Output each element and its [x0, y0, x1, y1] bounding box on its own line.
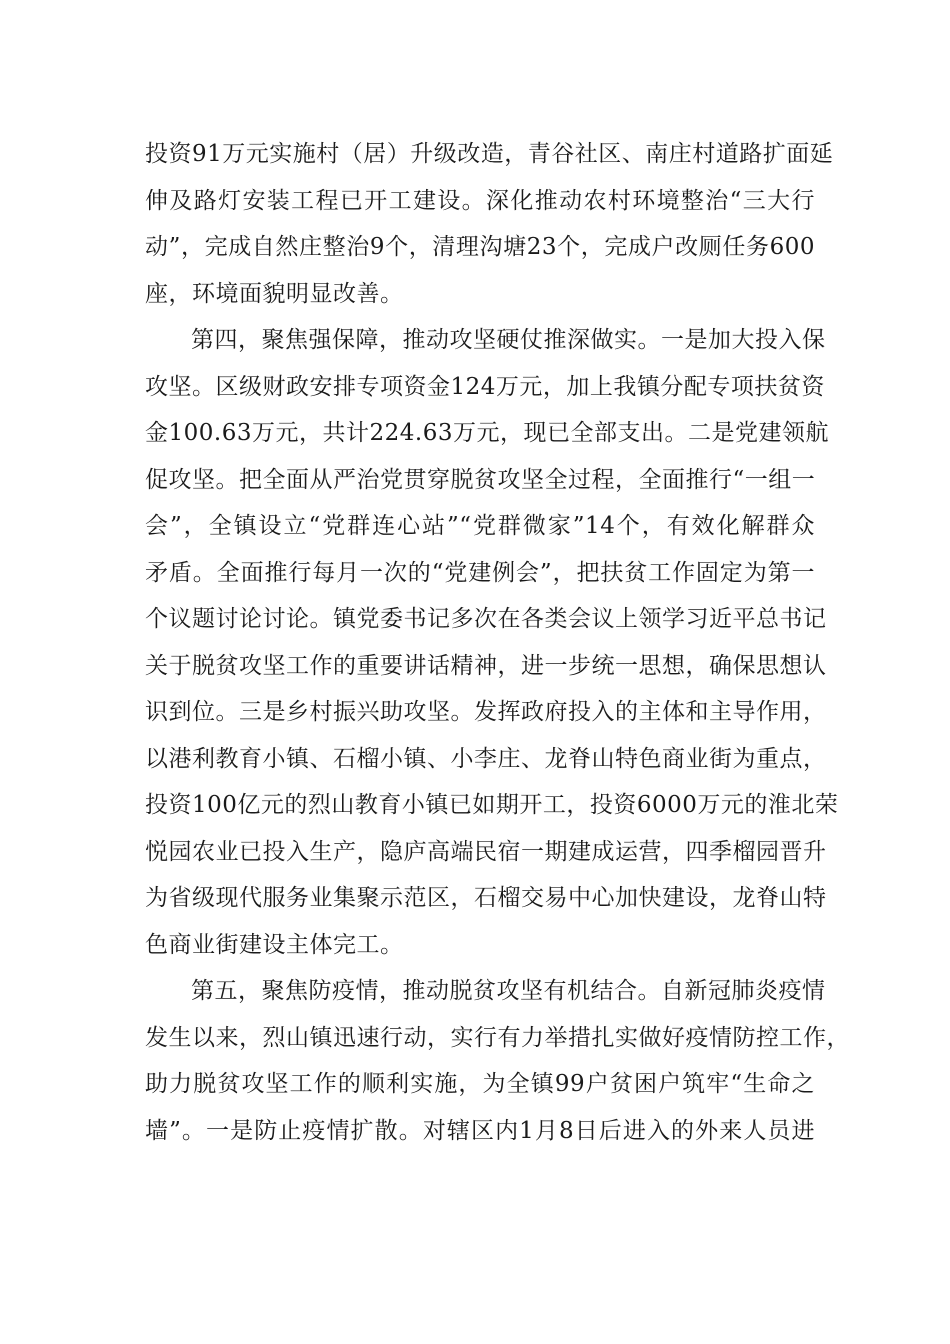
body-text [145, 131, 850, 1154]
paragraph-four-first-line: 第四，聚焦强保障，推动攻坚硬仗推深做实。一是加大投入保 [191, 327, 826, 353]
text-line: 识到位。三是乡村振兴助攻坚。发挥政府投入的主体和主导作用， [145, 699, 827, 725]
paragraph-five-first-line: 第五，聚焦防疫情，推动脱贫攻坚有机结合。自新冠肺炎疫情 [191, 978, 826, 1004]
text-line: 会”，全镇设立“党群连心站”“党群微家”14个，有效化解群众 [145, 513, 815, 539]
text-line: 关于脱贫攻坚工作的重要讲话精神，进一步统一思想，确保思想认 [145, 652, 827, 679]
text-line: 色商业街建设主体完工。 [145, 931, 404, 958]
text-line: 伸及路灯安装工程已开工建设。深化推动农村环境整治“三大行 [145, 187, 815, 214]
text-line: 发生以来，烈山镇迅速行动，实行有力举措扎实做好疫情防控工作， [145, 1024, 850, 1051]
text-line: 墙”。一是防止疫情扩散。对辖区内1月8日后进入的外来人员进 [145, 1117, 815, 1144]
text-line: 个议题讨论讨论。镇党委书记多次在各类会议上领学习近平总书记 [145, 606, 827, 632]
text-line: 投资100亿元的烈山教育小镇已如期开工，投资6000万元的淮北荣 [145, 792, 839, 818]
text-line: 动”，完成自然庄整治9个，清理沟塘23个，完成户改厕任务600 [145, 234, 815, 260]
text-line: 矛盾。全面推行每月一次的“党建例会”，把扶贫工作固定为第一 [145, 559, 815, 586]
text-line: 促攻坚。把全面从严治党贯穿脱贫攻坚全过程，全面推行“一组一 [145, 466, 816, 493]
text-line: 助力脱贫攻坚工作的顺利实施，为全镇99户贫困户筑牢“生命之 [145, 1071, 815, 1097]
text-line: 攻坚。区级财政安排专项资金124万元，加上我镇分配专项扶贫资 [145, 373, 825, 400]
text-line: 投资91万元实施村（居）升级改造，青谷社区、南庄村道路扩面延 [145, 141, 834, 167]
text-line: 金100.63万元，共计224.63万元，现已全部支出。二是党建领航 [145, 420, 829, 446]
text-line: 座，环境面貌明显改善。 [145, 280, 404, 307]
text-line: 为省级现代服务业集聚示范区，石榴交易中心加快建设，龙脊山特 [145, 885, 827, 911]
text-line: 悦园农业已投入生产，隐庐高端民宿一期建成运营，四季榴园晋升 [145, 838, 827, 865]
text-line: 以港利教育小镇、石榴小镇、小李庄、龙脊山特色商业街为重点， [145, 745, 827, 772]
